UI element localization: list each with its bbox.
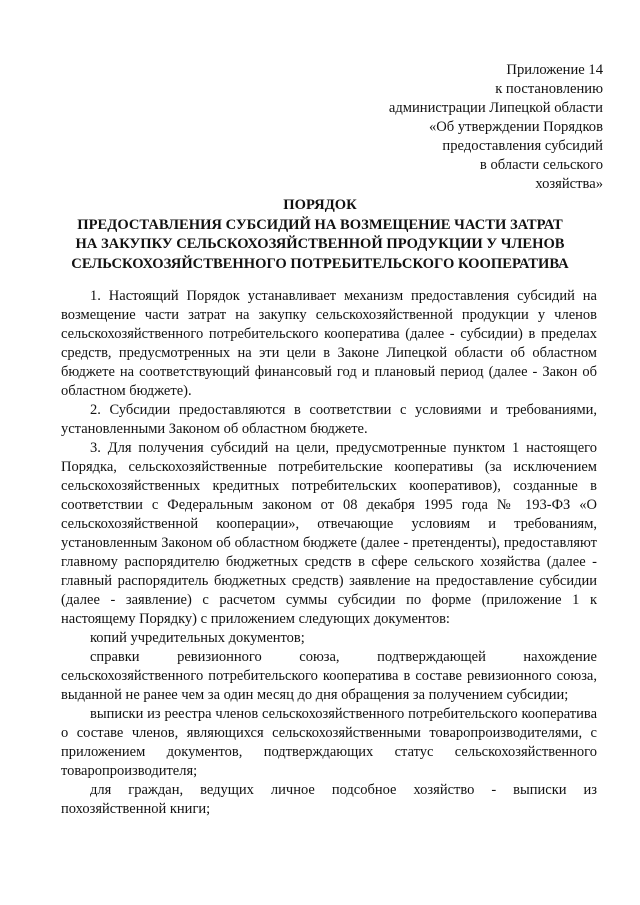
paragraph-3: 3. Для получения субсидий на цели, предусмотренные пунктом 1 настоящего Порядка, сельскохозяйственные потребительские кооперативы (за исключением сельскохозяйственных кредитных потребительских кооперативов), созданные в соответствии с Федеральным законом от 08 декабря 1995 года № 193-ФЗ «О сельскохозяйственной кооперации», отвечающие условиям и требованиям, установленным Законом об областном бюджете (далее - претенденты), предоставляют главному распорядителю бюджетных средств в сфере сельского хозяйства (далее - главный распорядитель бюджетных средств) заявление на предоставление субсидии (далее - заявление) с расчетом суммы субсидии по форме (приложение 1 к настоящему Порядку) с приложением следующих документов:	[61, 440, 597, 627]
document-body	[61, 287, 597, 819]
appendix-line: в области сельского	[479, 157, 603, 173]
title-line: ПРЕДОСТАВЛЕНИЯ СУБСИДИЙ НА ВОЗМЕЩЕНИЕ ЧАСТИ ЗАТРАТ	[77, 216, 563, 233]
appendix-line: предоставления субсидий	[442, 138, 603, 154]
appendix-line: к постановлению	[495, 81, 603, 97]
list-item-audit-union-certificate: справки ревизионного союза, подтверждающей нахождение сельскохозяйственного потребительского кооператива в составе ревизионного союза, выданной не ранее чем за один месяц до дня обращения за получением субсидии;	[61, 649, 597, 703]
appendix-line: администрации Липецкой области	[388, 100, 603, 116]
paragraph-2: 2. Субсидии предоставляются в соответствии с условиями и требованиями, установленными Законом об областном бюджете.	[61, 402, 597, 437]
appendix-line: «Об утверждении Порядков	[428, 119, 603, 135]
paragraph-1: 1. Настоящий Порядок устанавливает механизм предоставления субсидий на возмещение части затрат на закупку сельскохозяйственной продукции у членов сельскохозяйственного потребительского кооператива (далее - субсидии) в пределах средств, предусмотренных на эти цели в Законе Липецкой области об областном бюджете на соответствующий финансовый год и плановый период (далее - Закон об областном бюджете).	[61, 288, 597, 399]
appendix-line: Приложение 14	[506, 62, 603, 78]
appendix-header	[323, 61, 603, 194]
title-line: СЕЛЬСКОХОЗЯЙСТВЕННОГО ПОТРЕБИТЕЛЬСКОГО КООПЕРАТИВА	[71, 255, 569, 272]
list-item-charter-docs: копий учредительных документов;	[90, 630, 305, 646]
appendix-line: хозяйства»	[535, 176, 603, 192]
list-item-household-book-extract: для граждан, ведущих личное подсобное хозяйство - выписки из похозяйственной книги;	[61, 782, 597, 817]
title-line: НА ЗАКУПКУ СЕЛЬСКОХОЗЯЙСТВЕННОЙ ПРОДУКЦИИ У ЧЛЕНОВ	[75, 236, 565, 252]
document-title	[40, 196, 600, 274]
list-item-member-registry-extract: выписки из реестра членов сельскохозяйственного потребительского кооператива о составе членов, являющихся сельскохозяйственными товаропроизводителями, с приложением документов, подтверждающих статус сельскохозяйственного товаропроизводителя;	[61, 706, 597, 779]
title-line: ПОРЯДОК	[283, 197, 357, 213]
